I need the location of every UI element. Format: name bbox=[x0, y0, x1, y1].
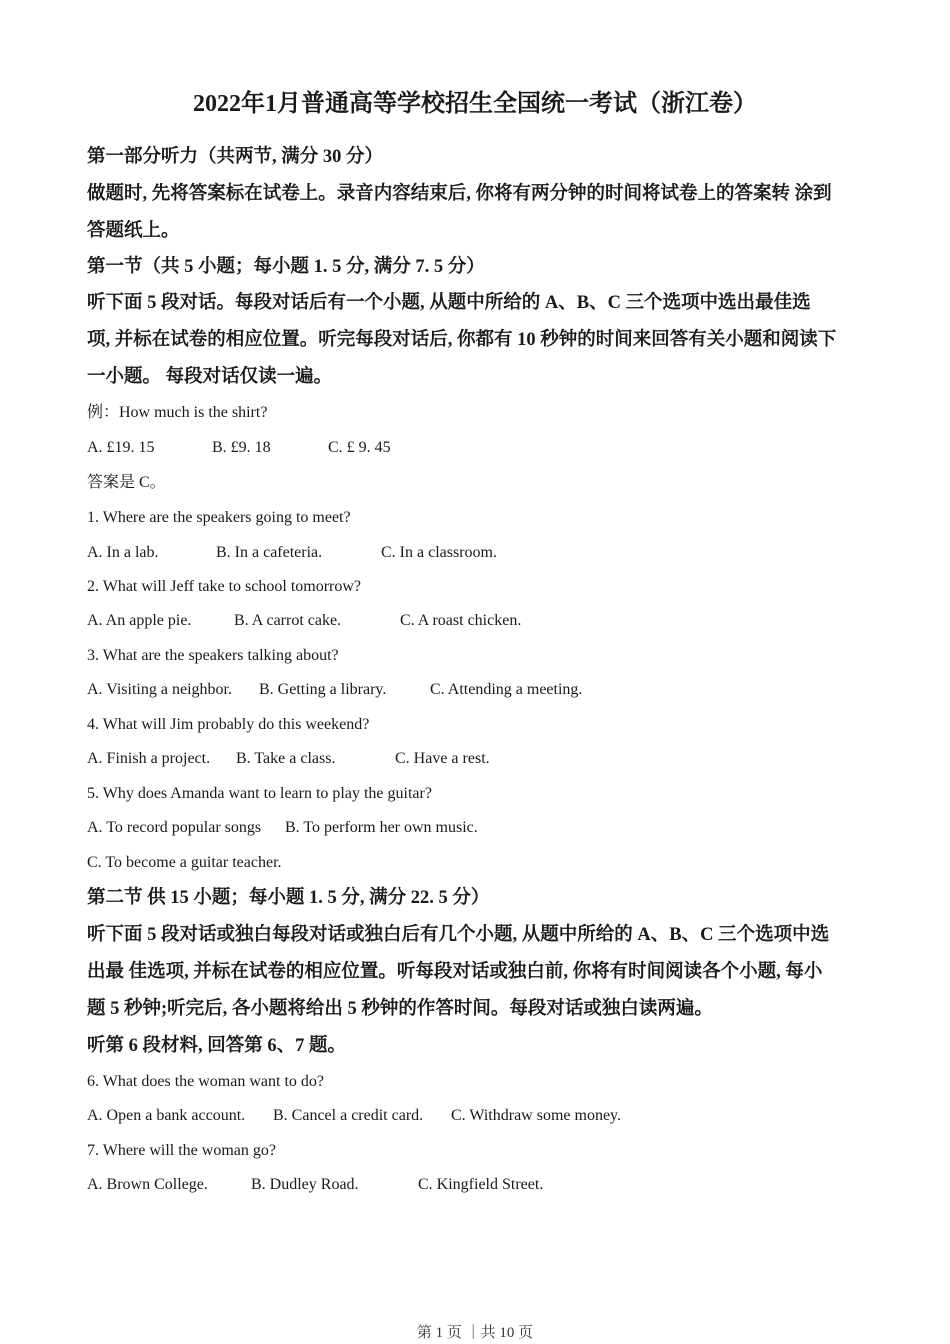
question-7-options bbox=[87, 1174, 543, 1196]
q1-option-a: A. In a lab. bbox=[87, 544, 159, 561]
page-footer: 第 1 页 ｜共 10 页 bbox=[416, 1325, 534, 1341]
q3-option-b: B. Getting a library. bbox=[259, 681, 387, 698]
section2-instruction-line-2: 出最 佳选项, 并标在试卷的相应位置。听每段对话或独白前, 你将有时间阅读各个小题, 每小 bbox=[87, 962, 823, 982]
question-3-options bbox=[87, 679, 582, 701]
q3-option-c: C. Attending a meeting. bbox=[430, 681, 583, 698]
section2-instruction-line-1: 听下面 5 段对话或独白每段对话或独白后有几个小题, 从题中所给的 A、B、C 三个选项中选 bbox=[87, 925, 830, 945]
q7-option-a: A. Brown College. bbox=[87, 1176, 208, 1193]
section1-instruction-line-1: 听下面 5 段对话。每段对话后有一个小题, 从题中所给的 A、B、C 三个选项中选出最佳选 bbox=[87, 293, 811, 313]
q2-option-a: A. An apple pie. bbox=[87, 612, 192, 629]
example-option-c: C. £ 9. 45 bbox=[328, 439, 391, 456]
q6-option-a: A. Open a bank account. bbox=[87, 1107, 246, 1124]
q7-option-b: B. Dudley Road. bbox=[251, 1176, 359, 1193]
q4-option-b: B. Take a class. bbox=[236, 750, 336, 767]
q6-option-b: B. Cancel a credit card. bbox=[273, 1107, 424, 1124]
part1-heading: 第一部分听力（共两节, 满分 30 分） bbox=[87, 147, 384, 167]
q7-option-c: C. Kingfield Street. bbox=[418, 1176, 544, 1193]
question-1-options bbox=[87, 542, 497, 564]
section2-instruction-line-3: 题 5 秒钟;听完后, 各小题将给出 5 秒钟的作答时间。每段对话或独白读两遍。 bbox=[87, 999, 713, 1019]
example-question: 例：How much is the shirt? bbox=[87, 404, 268, 421]
question-2-options bbox=[87, 610, 521, 632]
question-1: 1. Where are the speakers going to meet? bbox=[87, 509, 351, 526]
question-6-options bbox=[87, 1105, 621, 1127]
part1-instruction-line-2: 答题纸上。 bbox=[87, 221, 180, 241]
q2-option-c: C. A roast chicken. bbox=[400, 612, 522, 629]
q1-option-c: C. In a classroom. bbox=[381, 544, 497, 561]
example-option-b: B. £9. 18 bbox=[212, 439, 271, 456]
question-3: 3. What are the speakers talking about? bbox=[87, 647, 339, 664]
part1-instruction-line-1: 做题时, 先将答案标在试卷上。录音内容结束后, 你将有两分钟的时间将试卷上的答案转 涂到 bbox=[87, 184, 832, 204]
q2-option-b: B. A carrot cake. bbox=[234, 612, 342, 629]
q4-option-c: C. Have a rest. bbox=[395, 750, 490, 767]
question-2: 2. What will Jeff take to school tomorrow? bbox=[87, 578, 362, 595]
section1-instruction-line-2: 项, 并标在试卷的相应位置。听完每段对话后, 你都有 10 秒钟的时间来回答有关小题和阅读下 bbox=[87, 330, 837, 350]
example-answer: 答案是 C。 bbox=[87, 474, 166, 491]
exam-title: 2022年1月普通高等学校招生全国统一考试（浙江卷） bbox=[193, 91, 757, 117]
question-7: 7. Where will the woman go? bbox=[87, 1142, 276, 1159]
question-5: 5. Why does Amanda want to learn to play the guitar? bbox=[87, 785, 432, 802]
q5-option-a: A. To record popular songs bbox=[87, 819, 262, 836]
section2-heading: 第二节 供 15 小题；每小题 1. 5 分, 满分 22. 5 分） bbox=[87, 888, 490, 908]
question-4-options bbox=[87, 748, 490, 770]
q3-option-a: A. Visiting a neighbor. bbox=[87, 681, 232, 698]
q4-option-a: A. Finish a project. bbox=[87, 750, 211, 767]
section1-instruction-line-3: 一小题。 每段对话仅读一遍。 bbox=[87, 367, 333, 387]
question-6: 6. What does the woman want to do? bbox=[87, 1073, 324, 1090]
question-5-options bbox=[87, 817, 478, 839]
section2-sub-heading: 听第 6 段材料, 回答第 6、7 题。 bbox=[87, 1036, 347, 1056]
q1-option-b: B. In a cafeteria. bbox=[216, 544, 323, 561]
example-option-a: A. £19. 15 bbox=[87, 439, 155, 456]
section1-heading: 第一节（共 5 小题；每小题 1. 5 分, 满分 7. 5 分） bbox=[87, 257, 485, 277]
example-options bbox=[87, 437, 391, 459]
question-4: 4. What will Jim probably do this weekend? bbox=[87, 716, 370, 733]
q5-option-c: C. To become a guitar teacher. bbox=[87, 854, 282, 871]
q5-option-b: B. To perform her own music. bbox=[285, 819, 478, 836]
q6-option-c: C. Withdraw some money. bbox=[451, 1107, 621, 1124]
